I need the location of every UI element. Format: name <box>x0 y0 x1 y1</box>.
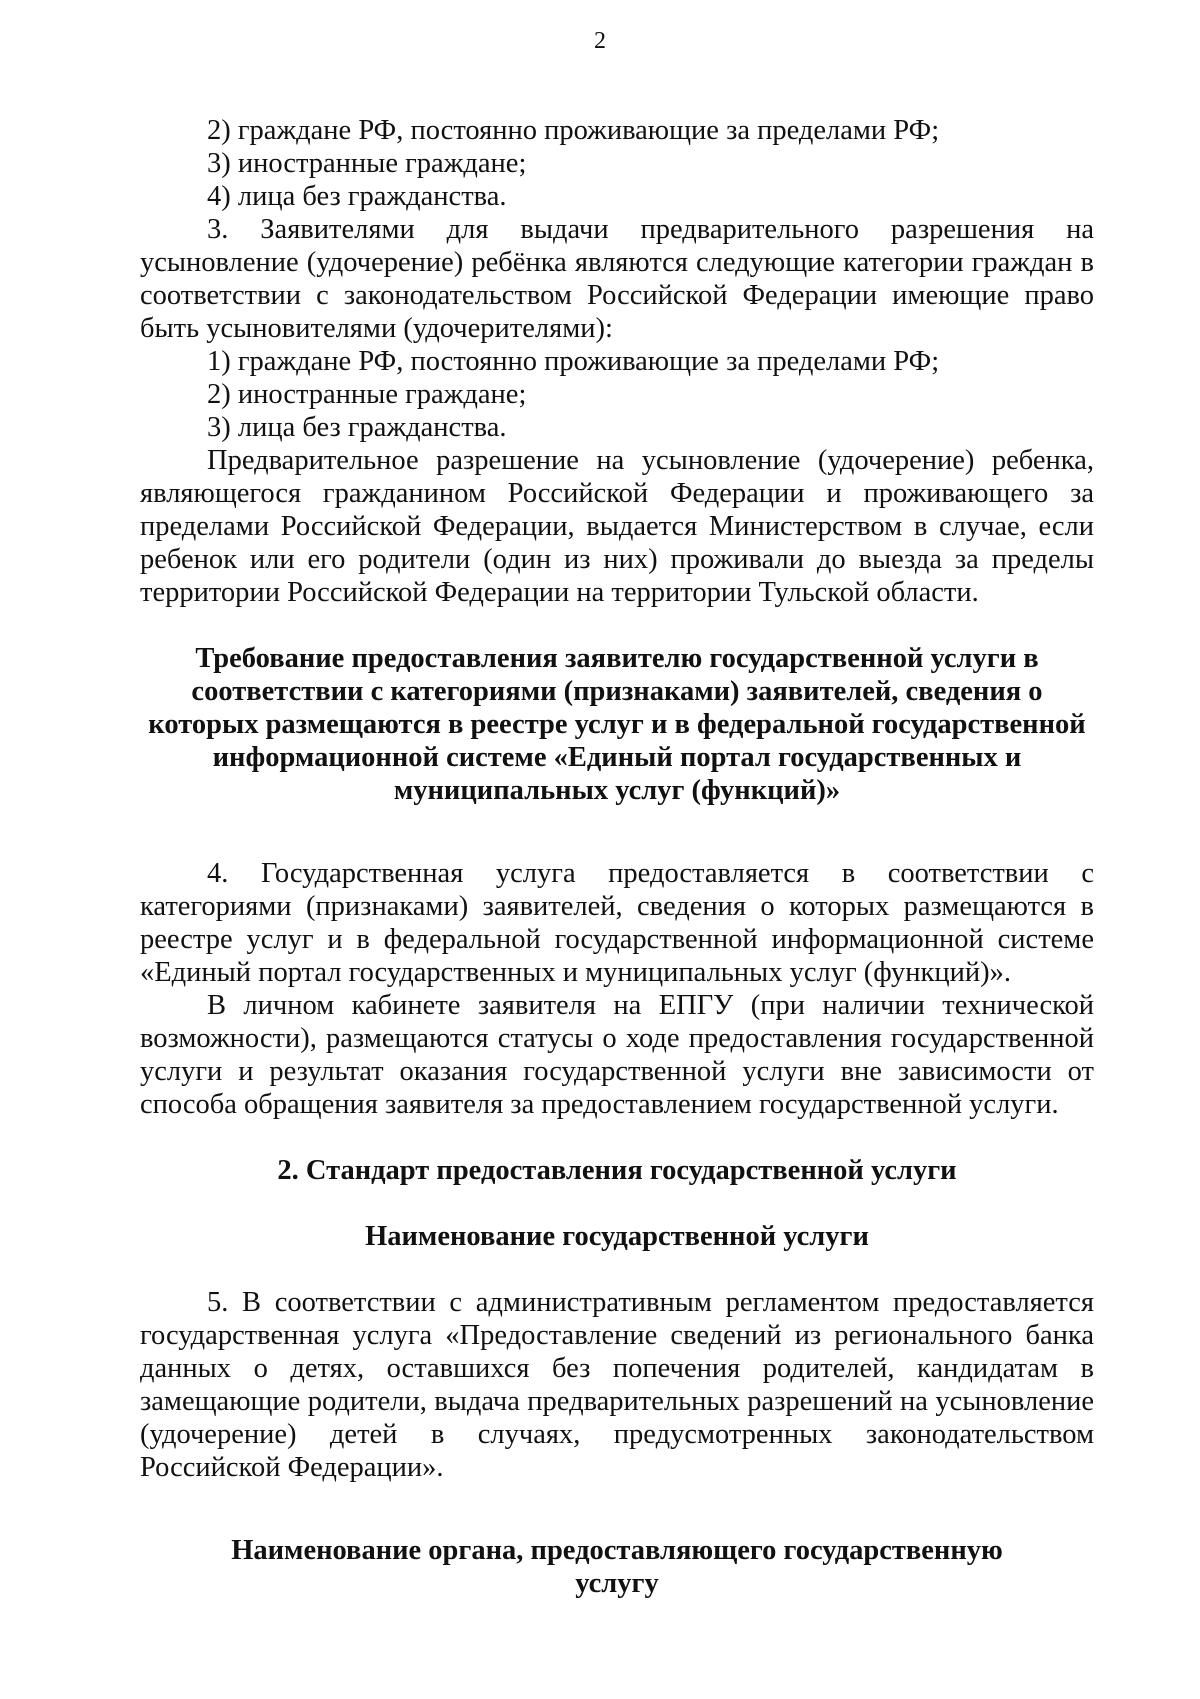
list-item: 2) граждане РФ, постоянно проживающие за пределами РФ; <box>207 115 940 146</box>
paragraph-preliminary-permission: Предварительное разрешение на усыновление (удочерение) ребенка, являющегося гражданином Российской Федерации и проживающего за пределами Российской Федерации, выдается Министерством в случае, если ребенок или его родители (один из них) проживали до выезда за пределы территории Российской Федерации на территории Тульской области. <box>140 445 1094 608</box>
paragraph-personal-cabinet: В личном кабинете заявителя на ЕПГУ (при наличии технической возможности), размещаются статусы о ходе предоставления государственной услуги и результат оказания государственной услуги вне зависимости от способа обращения заявителя за предоставлением государственной услуги. <box>140 990 1094 1120</box>
heading-section-2: 2. Стандарт предоставления государственной услуги <box>277 1155 957 1186</box>
document-body <box>140 114 1094 1600</box>
list-item: 1) граждане РФ, постоянно проживающие за пределами РФ; <box>207 346 940 377</box>
heading-authority: Наименование органа, предоставляющего государственную услугу <box>231 1535 1003 1599</box>
list-item: 2) иностранные граждане; <box>207 379 527 410</box>
paragraph-3: 3. Заявителями для выдачи предварительного разрешения на усыновление (удочерение) ребёнка являются следующие категории граждан в соответствии с законодательством Российской Федерации имеющие право быть усыновителями (удочерителями): <box>140 214 1094 344</box>
paragraph-5: 5. В соответствии с административным регламентом предоставляется государственная услуга «Предоставление сведений из регионального банка данных о детях, оставшихся без попечения родителей, кандидатам в замещающие родители, выдача предварительных разрешений на усыновление (удочерение) детей в случаях, предусмотренных законодательством Российской Федерации». <box>140 1287 1094 1483</box>
heading-requirement: Требование предоставления заявителю государственной услуги в соответствии с категориями (признаками) заявителей, сведения о которых размещаются в реестре услуг и в федеральной государственной информационной системе «Единый портал государственных и муниципальных услуг (функций)» <box>148 643 1086 806</box>
list-item: 4) лица без гражданства. <box>207 181 507 212</box>
page-number: 2 <box>594 28 606 54</box>
list-item: 3) лица без гражданства. <box>207 412 507 443</box>
heading-service-name: Наименование государственной услуги <box>365 1221 869 1252</box>
paragraph-4: 4. Государственная услуга предоставляется в соответствии с категориями (признаками) заявителей, сведения о которых размещаются в реестре услуг и в федеральной государственной информационной системе «Единый портал государственных и муниципальных услуг (функций)». <box>140 858 1094 988</box>
list-item: 3) иностранные граждане; <box>207 148 527 179</box>
